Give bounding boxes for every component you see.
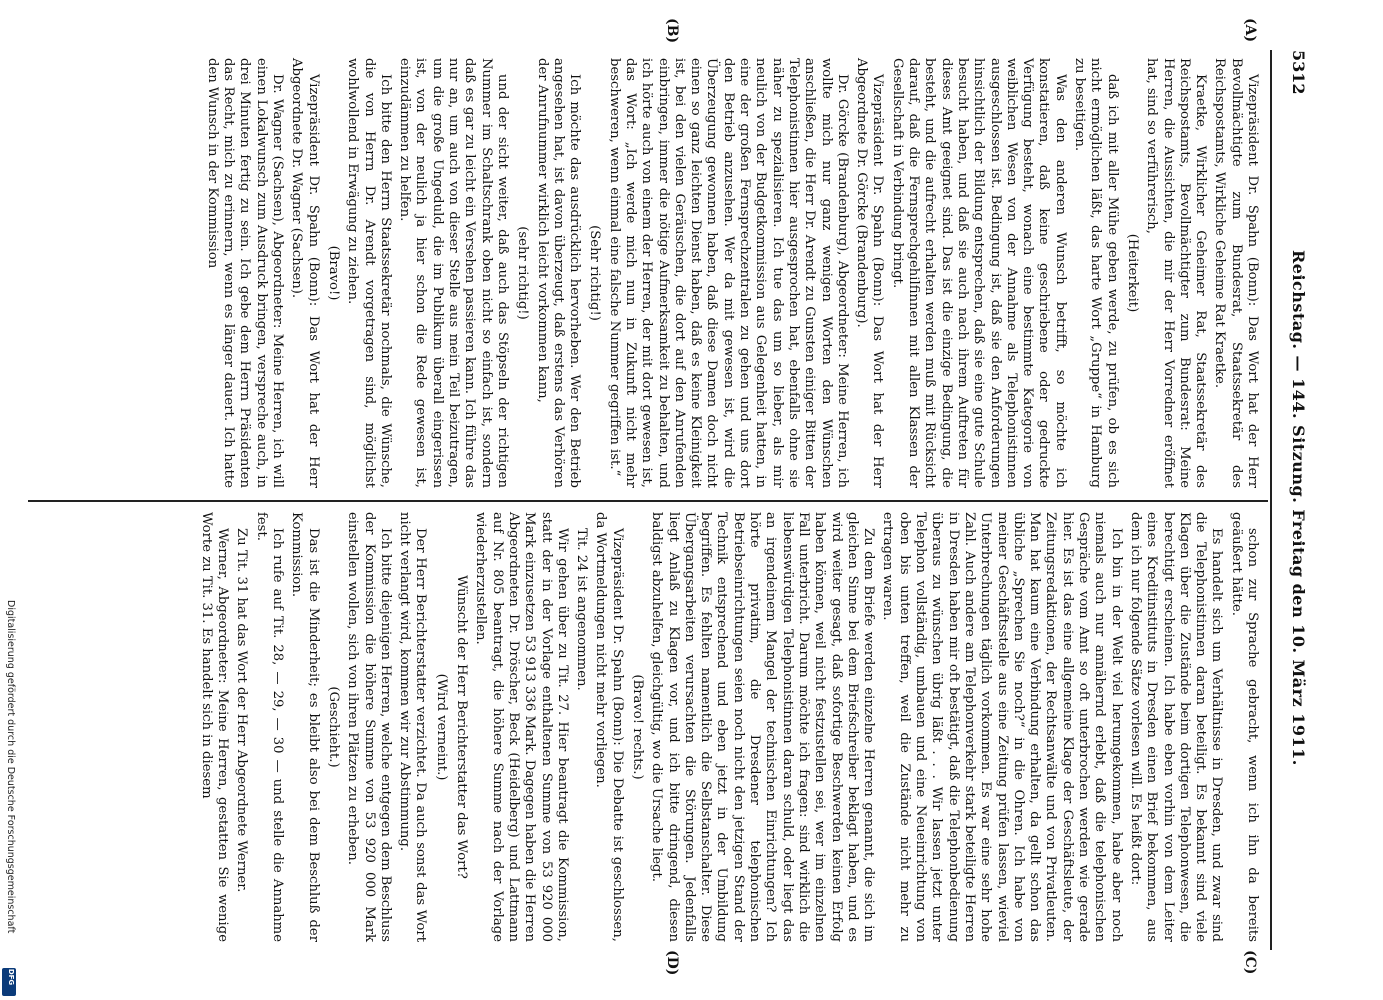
paragraph: Dr. Wagner (Sachsen), Abgeordneter: Meine Herren, ich will einen Lokalwunsch zum Ausdruck bringen, verspreche auch, in drei Minuten fertig zu sein. Ich gebe dem Herrn Präsidenten das Recht, mich zu erinnern, wenn es länger dauert. Ich hatte den Wunsch in der Kommission	[204, 58, 286, 488]
paragraph: Ich bitte den Herrn Staatssekretär nochmals, die Wünsche, die von Herrn Dr. Arendt vorgetragen sind, möglichst wohlwollend in Erwägung zu ziehen.	[345, 58, 393, 488]
quoted-letter: Ich bin in der Welt viel herumgekommen, habe aber noch niemals auch nur annähernd erlebt, daß die telephonischen Gespräche vom Amt so oft unterbrochen werden wie gerade hier. Es ist das eine allgemeine Klage der Geschäftsleute, der Zeitungsredaktionen, der Rechtsanwälte und von Privatleuten. Man hat kaum eine Verbindung erhalten, da gellt schon das übliche „Sprechen Sie noch?“ in die Ohren. Ich habe von meiner Geschäftsstelle aus eine Zeitung prüfen lassen, wieviel Unterbrechungen täglich vorkommen. Es war eine sehr hohe Zahl. Auch andere am Telephonverkehr stark beteiligte Herren in Dresden haben mir oft bestätigt, daß die Telephonbedienung überaus zu wünschen übrig läßt . . . Wir lassen jetzt unter Telephon vollständig, umbauen und eine Neueinrichtung von oben bis unten treffen, weil die Zustände nicht mehr zu ertragen waren.	[880, 512, 1124, 942]
right-column	[195, 512, 1260, 942]
paragraph: Dr. Görcke (Brandenburg), Abgeordneter: Meine Herren, ich wollte mich nur ganz wenigen Worten den Wünschen anschließen, die Herr Dr. Arendt zu Gunsten einiger Bitten der Telephonistinnen hier ausgesprochen hat, ebenfalls ohne sie näher zu spezialisieren. Ich tue das um so lieber, als mir neulich von der Budgetkommission aus Gelegenheit hatten, in eine der großen Fernsprechzentralen zu gehen und uns dort den Betrieb anzusehen. Wer da mit gewesen ist, wird die Überzeugung gewonnen haben, daß diese Damen doch nicht einen so ganz leichten Dienst haben, daß es keine Kleinigkeit ist, bei den vielen Geräuschen, die dort auf den Anrufenden einbringen, immer die nötige Aufmerksamkeit zu behalten, und ich hörte auch von einem der Herren, der mit dort gewesen ist, das Wort: „Ich werde mich nun in Zukunft nicht mehr beschweren, wenn einmal eine falsche Nummer gegriffen ist.“	[606, 58, 850, 488]
interjection: (Wird verneint.)	[433, 673, 449, 781]
dfg-logo-icon	[2, 968, 16, 996]
paragraph: Vizepräsident Dr. Spahn (Bonn): Das Wort hat der Herr Abgeordnete Dr. Görcke (Brandenburg).	[854, 58, 886, 488]
dfg-logo-text: DFG	[7, 968, 16, 986]
left-column	[201, 58, 1260, 488]
margin-marker-b: (B)	[664, 18, 680, 44]
paragraph: Zu Tit. 31 hat das Wort der Herr Abgeordnete Werner.	[234, 528, 250, 893]
paragraph: Werner, Abgeordneter: Meine Herren, gestatten Sie wenige Worte zu Tit. 31. Es handelt sich in diesem	[198, 512, 231, 942]
column-divider	[28, 500, 1268, 502]
paragraph: und der sicht weiter, daß auch das Stöpseln der richtigen Nummer im Schaltschrank oben nicht so einfach ist, sondern daß es gar zu leicht ein Versehen passieren kann. Ich führe das nur an, um auch von dieser Stelle aus mein Teil beizutragen, um die große Ungeduld, die im Publikum überall eingerissen ist, von der neulich ja hier schon die Rede gewesen ist, einzudämmen zu helfen.	[397, 58, 510, 488]
interjection: (Heiterkeit)	[1124, 233, 1140, 313]
margin-marker-a: (A)	[1242, 18, 1258, 43]
paragraph: Der Herr Berichterstatter verzichtet. Da auch sonst das Wort nicht verlangt wird, kommen wir zur Abstimmung.	[397, 512, 429, 942]
paragraph: Vizepräsident Dr. Spahn (Bonn): Das Wort hat der Herr Bevollmächtigte zum Bundesrat, Staatssekretär des Reichspostamts, Wirkliche Geheime Rat Kraetke.	[1212, 58, 1260, 488]
page-header	[1274, 50, 1308, 950]
paragraph: Wir gehen über zu Tit. 27. Hier beantragt die Kommission, statt der in der Vorlage enthaltenen Summe von 53 920 000 Mark einzusetzen 53 913 336 Mark. Dagegen haben die Herren Abgeordneten Dr. Dröscher, Beck (Heidelberg) und Lattmann auf Nr. 805 beantragt, die höhere Summe nach der Vorlage wiederherzustellen.	[473, 512, 570, 942]
page-number: 5312	[1289, 50, 1308, 95]
interjection: (Bravo! rechts.)	[630, 674, 646, 780]
interjection: (sehr richtig!)	[515, 226, 531, 320]
paragraph: Zu dem Briefe werden einzelne Herren genannt, die sich im gleichen Sinne bei dem Briefschreiber beklagt haben, und es wird weiter gesagt, daß sofortige Beschwerden keinen Erfolg haben können, weil nicht festzustellen sei, wer im einzelnen Fall unterbricht. Darum möchte ich fragen: sind wirklich die liebenswürdigen Telephonistinnen daran schuld, oder liegt das an irgendeinem Mangel der technischen Einrichtungen? Ich hörte privatim, die Dresdener telephonischen Betriebseinrichtungen seien noch nicht den jetzigen Stand der Technik entsprechend und eben jetzt in der Umbildung begriffen. Es fehlten namentlich die Selbstanschalter. Diese Übergangsarbeiten verursachten die Störungen. Jedenfalls liegt Anlaß zu Klagen vor, und ich bitte dringend, diesen baldigst abzuhelfen, gleichgültig, wo die Ursache liegt.	[649, 512, 877, 942]
paragraph: Tit. 24 ist angenommen.	[574, 528, 590, 691]
paragraph: Es handelt sich um Verhältnisse in Dresden, und zwar sind die Telephonistinnen daran beteiligt. Es bekannt sind viele Klagen über die Zustände beim dortigen Telephonwesen, die berechtigt erscheinen. Ich habe eben vorhin von dem Leiter eines Kreditinstituts in Dresden einen Brief bekommen, aus dem ich nur folgende Sätze vorlesen will. Es heißt dort:	[1127, 512, 1225, 942]
running-head: Reichstag. — 144. Sitzung. Freitag den 10. März 1911.	[1289, 250, 1308, 766]
digitization-credit: Digitalisierung gefördert durch die Deutsche Forschungsgemeinschaft	[5, 600, 16, 934]
paragraph: Ich möchte das ausdrücklich hervorheben. Wer den Betrieb angesehen hat, ist davon überzeugt, daß erstens das Verhören der Anrufnummer wirklich leicht vorkommen kann,	[534, 58, 583, 488]
digitization-sidebar	[0, 0, 18, 1000]
header-rule	[1270, 50, 1272, 950]
interjection: Wünscht der Herr Berichterstatter das Wort?	[454, 575, 470, 879]
paragraph: schon zur Sprache gebracht, wenn ich ihn da bereits geäußert hätte.	[1228, 512, 1260, 942]
paragraph: Das ist die Minderheit; es bleibt also bei dem Beschluß der Kommission.	[289, 512, 321, 942]
paragraph: Vizepräsident Dr. Spahn (Bonn): Die Debatte ist geschlossen, da Wortmeldungen nicht mehr vorliegen.	[593, 512, 625, 942]
interjection: (Geschieht.)	[325, 686, 341, 768]
margin-marker-d: (D)	[664, 950, 680, 976]
margin-marker-c: (C)	[1242, 950, 1258, 975]
interjection: (Sehr richtig!)	[587, 225, 603, 321]
paragraph: Ich rufe auf Tit. 28, — 29, — 30 — und stelle die Annahme fest.	[253, 512, 286, 942]
paragraph: daß ich mit aller Mühe geben werde, zu prüfen, ob es sich nicht ermöglichen läßt, das harte Wort „Gruppe“ in Hamburg zu beseitigen.	[1072, 58, 1120, 488]
paragraph: Was den anderen Wunsch betrifft, so möchte ich konstatieren, daß keine geschriebene oder gedruckte Verfügung besteht, wonach eine bestimmte Kategorie von weiblichen Wesen von der Annahme als Telephonistinnen ausgeschlossen ist. Bedingung ist, daß sie den Anforderungen hinsichtlich der Bildung entsprechen, daß sie eine gute Schule besucht haben, und daß sie auch nach ihrem Auftreten für dieses Amt geeignet sind. Das ist die einzige Bedingung, die besteht, und die aufrecht erhalten werden muß mit Rücksicht darauf, daß die Fernsprechgehilfinnen mit allen Klassen der Gesellschaft in Verbindung bringt.	[889, 58, 1068, 488]
paragraph: Ich bitte diejenigen Herren, welche entgegen dem Beschluss der Kommission die höhere Summe von 53 920 000 Mark einstellen wollen, sich von ihren Plätzen zu erheben.	[345, 512, 393, 942]
paragraph: Kraetke, Wirklicher Geheimer Rat, Staatssekretär des Reichspostamts, Bevollmächtigter zum Bundesrat: Meine Herren, die Aussichten, die mir der Herr Vorredner eröffnet hat, sind so verführerisch,	[1144, 58, 1209, 488]
paragraph: Vizepräsident Dr. Spahn (Bonn): Das Wort hat der Herr Abgeordnete Dr. Wagner (Sachsen).	[289, 58, 321, 488]
interjection: (Bravo!)	[325, 245, 341, 301]
